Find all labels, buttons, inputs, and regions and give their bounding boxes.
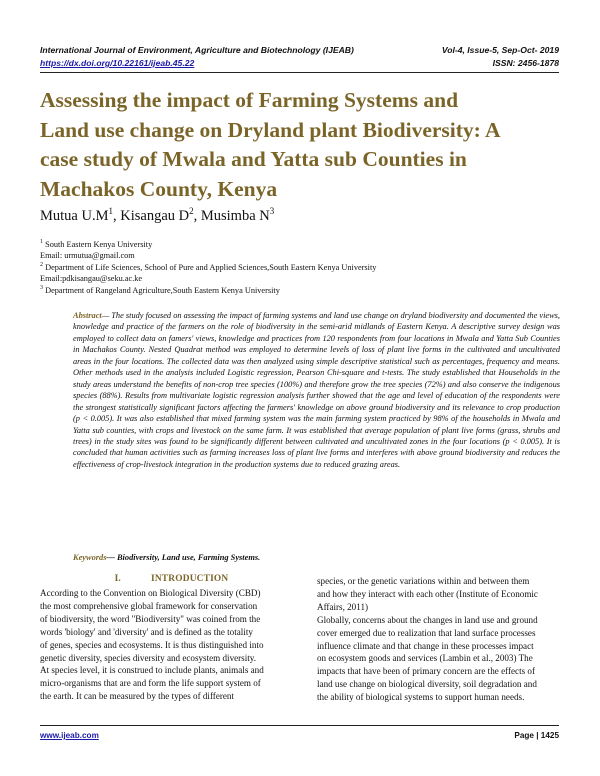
body-line: cover emerged due to realization that land surface processes (317, 627, 536, 638)
footer-url-link[interactable]: www.ijeab.com (40, 731, 99, 740)
body-line: According to the Convention on Biological Diversity (CBD) (40, 588, 261, 598)
body-column-left (40, 587, 303, 703)
body-line: the most comprehensive global framework for conservation (40, 600, 258, 611)
volume-issue: Vol-4, Issue-5, Sep-Oct- 2019 (441, 45, 559, 55)
page-number: Page | 1425 (514, 731, 559, 740)
affiliation-text: Department of Life Sciences, School of Pure and Applied Sciences,South Eastern Kenya University (43, 262, 377, 272)
author-name: Musimba N (200, 208, 270, 224)
affiliation-line (40, 273, 376, 284)
affiliation-line (40, 285, 376, 296)
affiliation-text: Email: urmutua@gmail.com (40, 251, 135, 261)
body-line: of genes, species and ecosystems. It is thus distinguished into (40, 639, 264, 650)
affiliation-line (40, 239, 376, 250)
body-line: Affairs, 2011) (317, 601, 369, 612)
body-line: the earth. It can be measured by the types of different (40, 691, 235, 702)
body-column-right (317, 575, 560, 704)
body-line: At species level, it is construed to include plants, animals and (40, 665, 264, 676)
author-name: Mutua U.M (40, 208, 109, 224)
affiliation-text: South Eastern Kenya University (43, 240, 153, 249)
keywords (73, 553, 260, 562)
author-affiliation-mark: 3 (269, 206, 275, 217)
body-line: the ability of biological systems to support human needs. (317, 692, 525, 703)
body-line: impacts that have been of primary concern are the effects of (317, 666, 535, 677)
title-line: case study of Mwala and Yatta sub Counties in (40, 147, 467, 171)
body-line: micro-organisms that are and form the life support system of (40, 678, 261, 689)
affiliation-line (40, 262, 376, 273)
author-separator: , (112, 208, 121, 224)
title-line: Assessing the impact of Farming Systems and (40, 88, 459, 112)
paper-title (40, 86, 565, 204)
journal-name: International Journal of Environment, Agriculture and Biotechnology (IJEAB) (40, 45, 354, 55)
affiliation-text: Email:pdkisangau@seku.ac.ke (40, 274, 143, 284)
title-line: Land use change on Dryland plant Biodiversity: A (40, 117, 501, 142)
affiliation-mark: 3 (40, 284, 43, 291)
abstract (73, 310, 560, 470)
body-line: species, or the genetic variations within and between them (317, 576, 530, 586)
body-line: of biodiversity, the word "Biodiversity" was coined from the (40, 613, 261, 624)
author-affiliation-mark: 1 (108, 206, 113, 217)
keywords-text: — Biodiversity, Land use, Farming Systems. (106, 553, 261, 562)
abstract-label: Abstract (73, 311, 102, 320)
affiliation-line (40, 250, 376, 261)
affiliations (40, 239, 376, 296)
author-separator: , (193, 208, 201, 224)
body-line: and how they interact with each other (Institute of Economic (317, 588, 538, 599)
section-number: I. (114, 574, 121, 584)
affiliation-text: Department of Rangeland Agriculture,South Eastern Kenya University (43, 285, 280, 295)
body-line: words 'biology' and 'diversity' and is defined as the totality (40, 626, 253, 637)
author-list (40, 207, 274, 225)
doi-link[interactable]: https://dx.doi.org/10.22161/ijeab.45.22 (40, 58, 195, 68)
issn: ISSN: 2456-1878 (492, 58, 559, 68)
body-line: on ecosystem goods and services (Lambin et al., 2003) The (317, 653, 533, 664)
body-line: land use change on biological diversity, soil degradation and (317, 679, 537, 690)
section-title: INTRODUCTION (150, 574, 229, 584)
author-affiliation-mark: 2 (189, 206, 194, 217)
header-rule (40, 72, 559, 73)
abstract-text: — The study focused on assessing the impact of farming systems and land use change on dryland biodiversity and documented the views, knowledge and practice of the farmers on the role of biodiversity in the semi-arid midlands of Eastern Kenya. A descriptive survey design was employed to collect data on famers' views, knowledge and practices from 120 respondents from four locations in Mwala and Yatta Sub Counties in Machakos County. Nested Quadrat method was employed to determine levels of loss of plant live forms in the cultivated and uncultivated areas in the four locations. The collected data was then analyzed using simple descriptive statistical such as percentages, frequency and means. Other methods used in the analysis included Logistic regression, Pearson Chi-square and t-tests. The study established that Households in the study areas understand the benefits of non-crop tree species (100%) and therefore grow the tree species (72%) and also conserve the indigenous species (88%). Results from multivariate logistic regression analysis further showed that the age and level of education of the respondents were the strongest statistically significant factors affecting the farmers' knowledge on above ground biodiversity and its relevance to crop production (p < 0.005). It was also established that mixed farming system was the main farming system practiced by 98% of the households in Mwala and Yatta sub counties, with crops and livestock on the same farm. It was established that average population of plant live forms (grass, shrubs and trees) in the study sites was found to be significantly different between cultivated and uncultivated zones in the four locations (p < 0.005). It is concluded that human activities such as farming increases loss of plant live forms and interferes with above ground biodiversity and reduces the effectiveness of crop-livestock integration in the production systems due to reduced grazing areas. (73, 311, 560, 469)
keywords-label: Keywords (73, 553, 107, 562)
body-line: influence climate and that change in these processes impact (317, 640, 534, 651)
running-header (40, 44, 559, 70)
title-line: Machakos County, Kenya (40, 176, 278, 201)
page-footer (40, 725, 559, 740)
section-heading (40, 574, 303, 584)
affiliation-mark: 2 (40, 262, 43, 269)
body-line: genetic diversity, species diversity and ecosystem diversity. (40, 652, 257, 663)
author-name: Kisangau D (120, 208, 190, 224)
body-line: Globally, concerns about the changes in land use and ground (317, 614, 538, 625)
affiliation-mark: 1 (40, 239, 43, 246)
